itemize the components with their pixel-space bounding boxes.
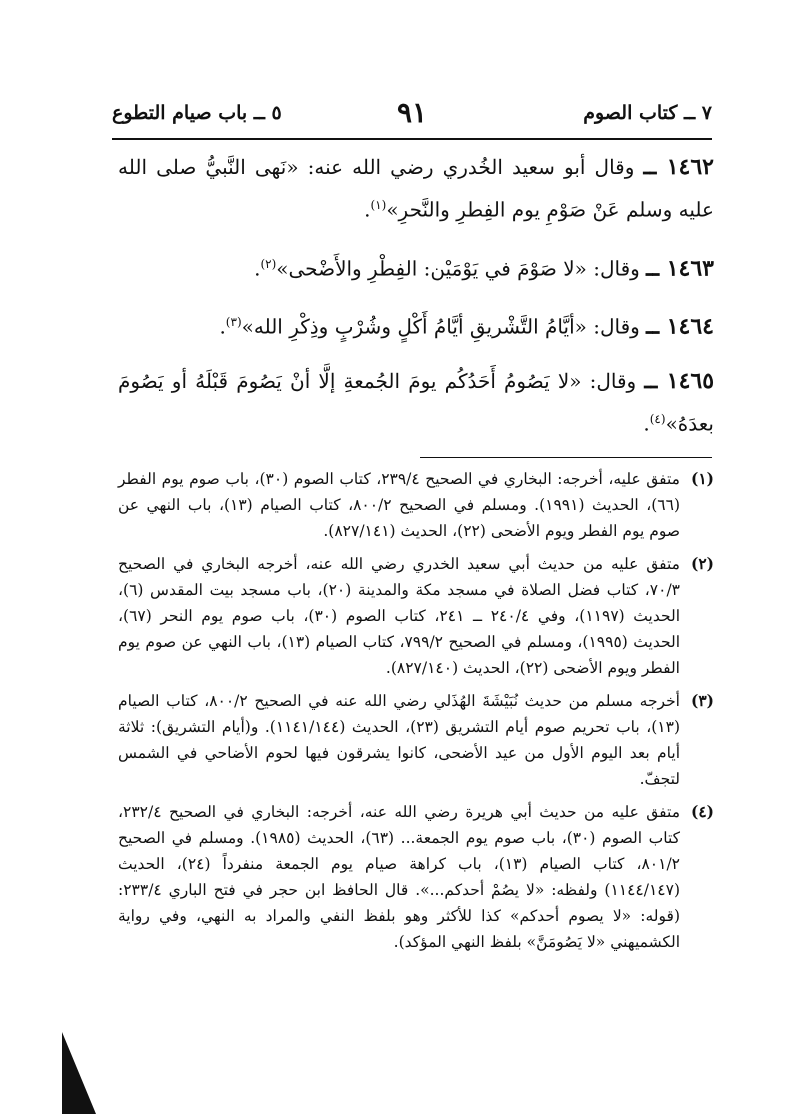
chapter-title: ٧ ــ كتاب الصوم xyxy=(583,102,712,124)
hadith-text: وقال: «لا يَصُومُ أَحَدُكُم يومَ الجُمعةِ إلَّا أنْ يَصُومَ قَبْلَهُ أو يَصُومَ بعدَهُ» xyxy=(118,368,714,436)
footnote-2 xyxy=(118,551,714,681)
hadith-text: وقال: «لا صَوْمَ في يَوْمَيْن: الفِطْرِ والأَضْحى» xyxy=(276,256,640,281)
footnote-1 xyxy=(118,466,714,544)
page-header xyxy=(112,96,712,136)
footnote-label: (٣) xyxy=(690,691,714,710)
hadith-1465: ١٤٦٥ ــ وقال: «لا يَصُومُ أَحَدُكُم يومَ الجُمعةِ إلَّا أنْ يَصُومَ قَبْلَهُ أو يَصُومَ بعدَهُ»$^{(٤)}$. xyxy=(118,367,715,436)
hadith-number: ١٤٦٣ ــ xyxy=(646,255,714,282)
footnote-text: متفق عليه من حديث أبي سعيد الخدري رضي الله عنه، أخرجه البخاري في الصحيح ٧٠/٣، كتاب فضل الصلاة في مسجد مكة والمدينة (٢٠)، باب مسجد بيت المقدس (٦)، الحديث (١١٩٧)، وفي ٢٤٠/٤ ــ ٢٤١، كتاب الصوم (٣٠)، باب صوم يوم النحر (٦٧)، الحديث (١٩٩٥)، ومسلم في الصحيح ٧٩٩/٢، كتاب الصيام (١٣)، باب النهي عن صوم يوم الفطر ويوم الأضحى (٢٢)، الحديث (٨٢٧/١٤٠). xyxy=(118,555,681,677)
footnote-ref: (١) xyxy=(370,198,387,212)
footnote-label: (٤) xyxy=(690,802,714,821)
header-rule xyxy=(112,138,712,140)
footnote-ref: (٤) xyxy=(649,411,666,426)
footnotes xyxy=(118,466,714,962)
hadith-list xyxy=(118,148,714,459)
hadith-number: ١٤٦٢ ــ xyxy=(643,154,714,180)
footnote-label: (٢) xyxy=(690,554,714,573)
footnote-4 xyxy=(118,799,714,955)
footnote-ref: (٢) xyxy=(260,256,277,271)
footnote-text: متفق عليه، أخرجه: البخاري في الصحيح ٢٣٩/٤، كتاب الصوم (٣٠)، باب صوم يوم الفطر (٦٦)، الحديث (١٩٩١). ومسلم في الصحيح ٨٠٠/٢، كتاب الصيام (١٣)، باب النهي عن صوم يوم الفطر ويوم الأضحى (٢٢)، الحديث (٨٢٧/١٤١). xyxy=(118,470,680,540)
hadith-text: وقال: «أيَّامُ التَّشْريقِ أيَّامُ أَكْلٍ وشُرْبٍ وذِكْرِ الله» xyxy=(241,314,640,339)
section-title: ٥ ــ باب صيام التطوع xyxy=(112,102,282,124)
scan-edge-shadow xyxy=(62,1032,96,1114)
footnote-3 xyxy=(118,688,714,792)
footnote-ref: (٣) xyxy=(225,315,242,330)
footnote-text: أخرجه مسلم من حديث نُبَيْشَةَ الهُذَلي رضي الله عنه في الصحيح ٨٠٠/٢، كتاب الصيام (١٣)، باب تحريم صوم أيام التشريق (٢٣)، الحديث (١١٤١/١٤٤). و(أيام التشريق): ثلاثة أيام بعد اليوم الأول من عيد الأضحى، كانوا يشرقون فيها لحوم الأضاحي في الشمس لتجفّ. xyxy=(118,692,681,788)
hadith-1463: ١٤٦٣ ــ وقال: «لا صَوْمَ في يَوْمَيْن: الفِطْرِ والأَضْحى»$^{(٢)}$. xyxy=(254,255,714,282)
hadith-1462: ١٤٦٢ ــ وقال أبو سعيد الخُدري رضي الله عنه: «نَهى النَّبيُّ صلى الله عليه وسلم عَنْ صَوْمِ يوم الفِطرِ والنَّحرِ»$^{(١)}$. xyxy=(118,154,714,222)
hadith-1464: ١٤٦٤ ــ وقال: «أيَّامُ التَّشْريقِ أيَّامُ أَكْلٍ وشُرْبٍ وذِكْرِ الله»$^{(٣)}$. xyxy=(219,313,714,340)
footnote-text: متفق عليه من حديث أبي هريرة رضي الله عنه، أخرجه: البخاري في الصحيح ٢٣٢/٤، كتاب الصوم (٣٠)، باب صوم يوم الجمعة... (٦٣)، الحديث (١٩٨٥). ومسلم في الصحيح ٨٠١/٢، كتاب الصيام (١٣)، باب كراهة صيام يوم الجمعة منفرداً (٢٤)، الحديث (١١٤٤/١٤٧) ولفظه: «لا يصُمْ أحدكم...». قال الحافظ ابن حجر في فتح الباري ٢٣٣/٤: (قوله: «لا يصوم أحدكم» كذا للأكثر وهو بلفظ النفي والمراد به النهي، وفي رواية الكشميهني «لا يَصُومَنَّ» بلفظ النهي المؤكد). xyxy=(118,803,681,951)
hadith-number: ١٤٦٤ ــ xyxy=(646,313,714,340)
hadith-text: وقال أبو سعيد الخُدري رضي الله عنه: «نَهى النَّبيُّ صلى الله عليه وسلم عَنْ صَوْمِ يوم الفِطرِ والنَّحرِ» xyxy=(118,155,714,222)
hadith-number: ١٤٦٥ ــ xyxy=(644,367,715,394)
footnote-separator xyxy=(420,457,712,458)
footnote-label: (١) xyxy=(690,469,714,488)
page-number: ٩١ xyxy=(396,96,428,129)
